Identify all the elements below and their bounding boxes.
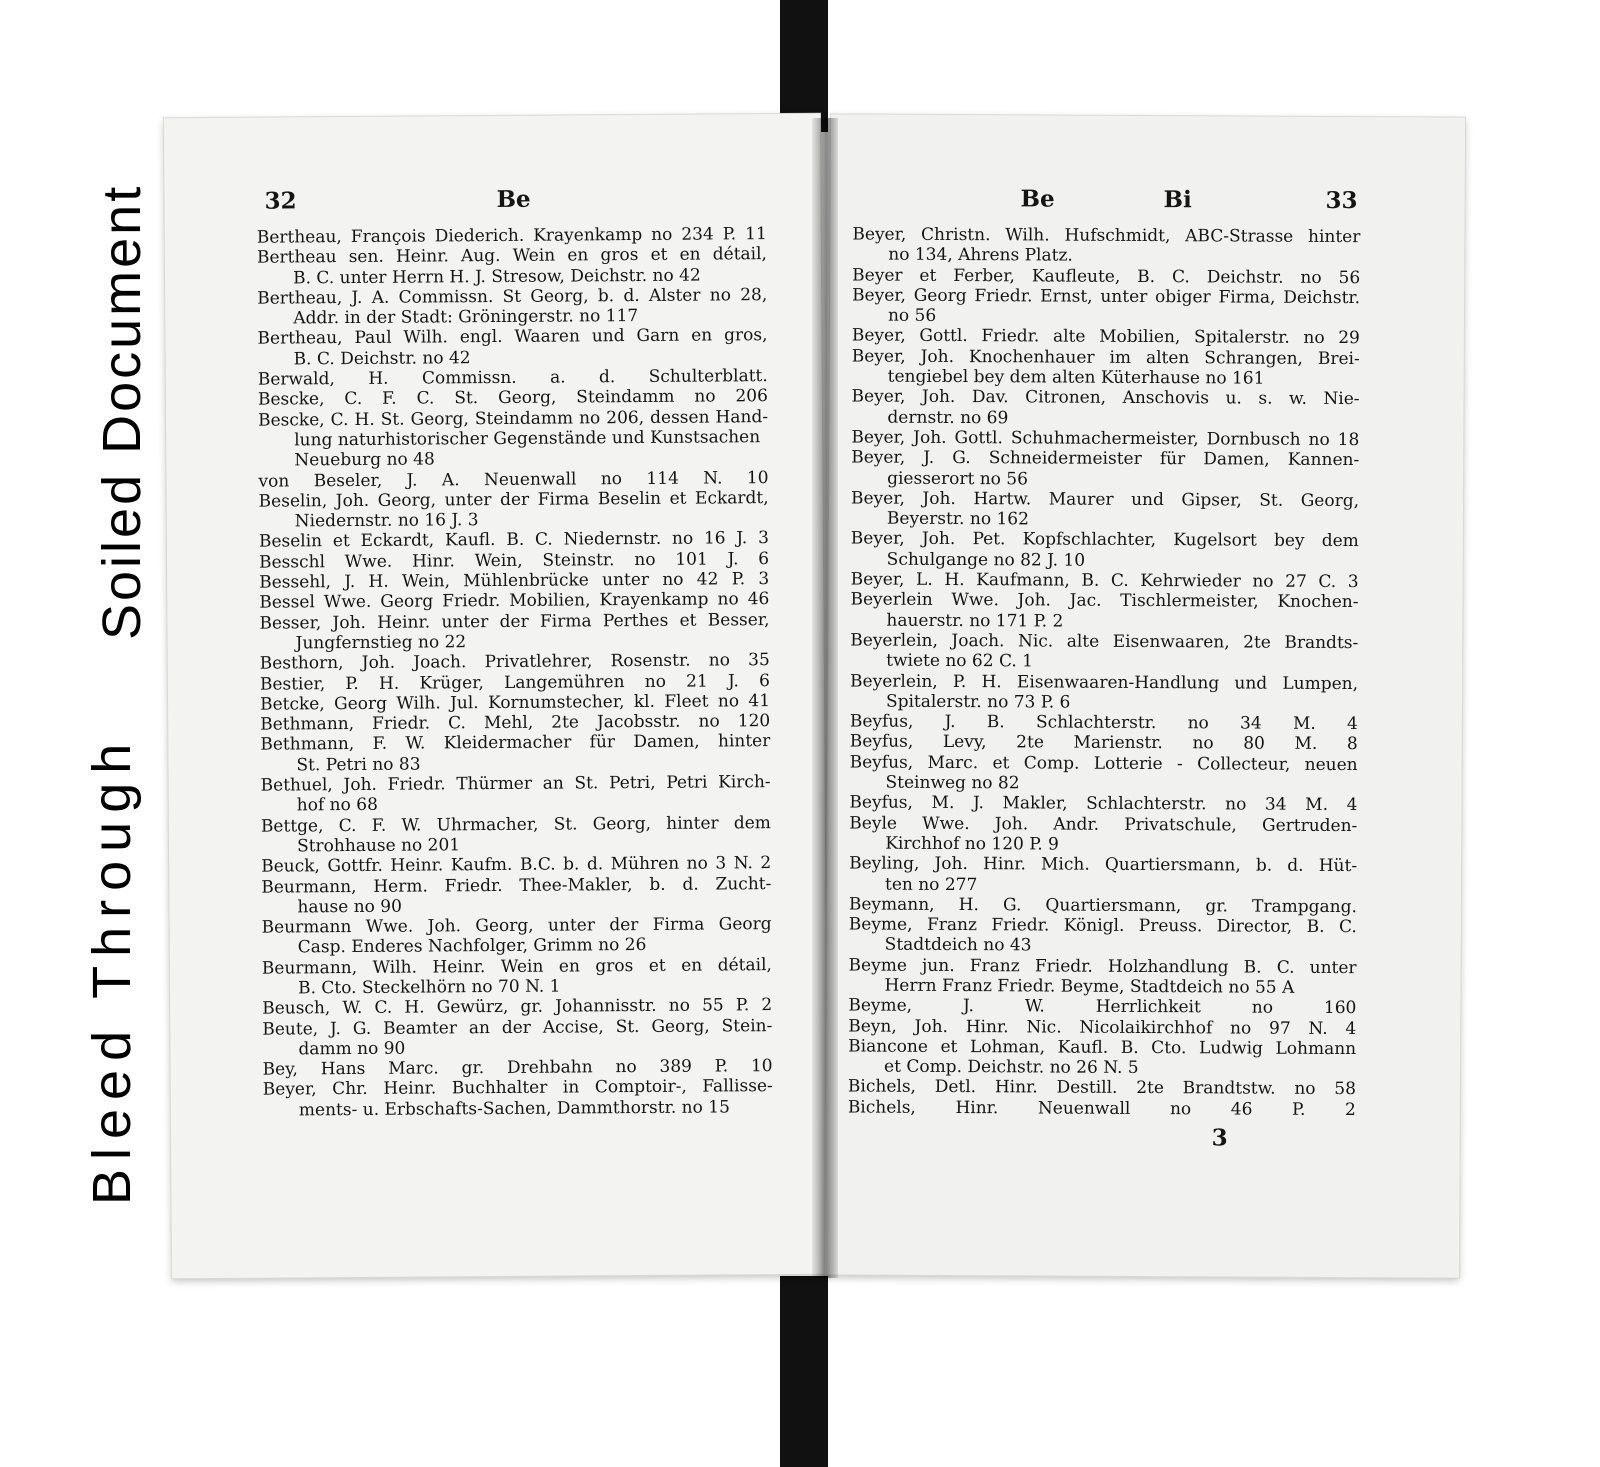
entry-line: Kirchhof no 120 P. 9 [885, 833, 1059, 855]
entry-line: Beyer, Joh. Gottl. Schuhmachermeister, Dornbusch no 18 [851, 427, 1360, 451]
entry-line: Bichels, Detl. Hinr. Destill. 2te Brandtstw. no 58 [847, 1076, 1356, 1100]
entry-line: Beyer, Joh. Pet. Kopfschlachter, Kugelsort bey dem [850, 528, 1359, 552]
entry-line: Bertheau, Paul Wilh. engl. Waaren und Garn en gros, [257, 325, 768, 350]
entry-line: Casp. Enderes Nachfolger, Grimm no 26 [297, 935, 647, 958]
entry-line: Beyer, Joh. Knochenhauer im alten Schrangen, Brei- [851, 346, 1360, 369]
entry-line: Beyer, Chr. Heinr. Buchhalter in Comptoir-, Fallisse- [262, 1076, 773, 1101]
entry-line: Neueburg no 48 [294, 449, 435, 471]
entry-line: Strohhause no 201 [296, 835, 461, 857]
left-page [164, 114, 828, 1279]
entry-line: Bey, Hans Marc. gr. Drehbahn no 389 P. 10 [262, 1056, 773, 1080]
entry-line: Beyer, Joh. Hartw. Maurer und Gipser, St. Georg, [850, 488, 1360, 511]
book-gutter [812, 118, 838, 1278]
entry-line: Beyer, Gottl. Friedr. alte Mobilien, Spitalerstr. no 29 [851, 325, 1360, 349]
entry-line: Stadtdeich no 43 [884, 935, 1032, 956]
entry-line: no 134, Ahrens Platz. [888, 244, 1073, 266]
entry-line: Bichels, Hinr. Neuenwall no 46 P. 2 [847, 1097, 1356, 1120]
entry-line: Beyfus, Levy, 2te Marienstr. no 80 M. 8 [849, 731, 1358, 755]
entry-line: Beurmann Wwe. Joh. Georg, unter der Firma Georg [261, 914, 772, 938]
entry-line: dernstr. no 69 [887, 407, 1009, 428]
bleed-through-label: Bleed Through [82, 734, 142, 1205]
entry-line: Beyer, Christn. Wilh. Hufschmidt, ABC-Strasse hinter [852, 224, 1361, 248]
entry-line: hause no 90 [297, 896, 402, 918]
entry-line: ments- u. Erbschafts-Sachen, Dammthorstr. no 15 [298, 1097, 730, 1121]
entry-line: Beyme, Franz Friedr. Königl. Preuss. Director, B. C. [848, 914, 1357, 938]
entry-line: Beyer, J. G. Schneidermeister für Damen, Kannen- [851, 447, 1360, 471]
entry-line: Beyle Wwe. Joh. Andr. Privatschule, Gertruden- [849, 813, 1358, 836]
entry-line: Beyling, Joh. Hinr. Mich. Quartiersmann, b. d. Hüt- [849, 853, 1358, 877]
right-page-header-right: Bi [1163, 186, 1192, 214]
entry-line: Beyfus, Marc. et Comp. Lotterie - Collecteur, neuen [849, 752, 1358, 775]
signature-mark: 3 [1211, 1124, 1228, 1152]
entry-line: no 56 [887, 305, 937, 327]
entry-line: twiete no 62 C. 1 [886, 650, 1034, 672]
entry-line: et Comp. Deichstr. no 26 N. 5 [884, 1056, 1139, 1079]
right-page-entries [848, 224, 1361, 1120]
entry-line: Beyer, Georg Friedr. Ernst, unter obiger Firma, Deichstr. [852, 285, 1361, 309]
left-page-number: 32 [264, 187, 297, 215]
entry-line: Schulgange no 82 J. 10 [886, 549, 1086, 571]
entry-line: hauerstr. no 171 P. 2 [886, 610, 1064, 632]
entry-line: Beyer, L. H. Kaufmann, B. C. Kehrwieder no 27 C. 3 [850, 569, 1359, 593]
entry-line: damm no 90 [298, 1038, 406, 1060]
entry-line: Beyerlein, P. H. Eisenwaaren-Handlung und Lumpen, [850, 670, 1359, 694]
entry-line: von Beseler, J. A. Neuenwall no 114 N. 10 [258, 467, 769, 492]
entry-line: Beyn, Joh. Hinr. Nic. Nicolaikirchhof no 97 N. 4 [848, 1016, 1357, 1039]
entry-line: Bessel Wwe. Georg Friedr. Mobilien, Krayenkamp no 46 [259, 589, 770, 613]
entry-line: Beyerlein, Joach. Nic. alte Eisenwaaren, 2te Brandts- [850, 630, 1359, 654]
entry-line: Bessehl, J. H. Wein, Mühlenbrücke unter no 42 P. 3 [259, 569, 770, 593]
entry-line: Beute, J. G. Beamter an der Accise, St. Georg, Stein- [262, 1015, 773, 1040]
entry-line: Beuck, Gottfr. Heinr. Kaufm. B.C. b. d. Mühren no 3 N. 2 [261, 853, 772, 877]
entry-line: Beyfus, M. J. Makler, Schlachterstr. no 34 M. 4 [849, 792, 1358, 816]
entry-line: Beurmann, Wilh. Heinr. Wein en gros et en détail, [261, 954, 772, 979]
entry-line: Steinweg no 82 [885, 772, 1020, 794]
entry-line: Besthorn, Joh. Joach. Privatlehrer, Rosenstr. no 35 [259, 650, 770, 674]
binding-strip-top [780, 0, 828, 132]
entry-line: B. Cto. Steckelhörn no 70 N. 1 [297, 976, 561, 999]
entry-line: Bethuel, Joh. Friedr. Thürmer an St. Petri, Petri Kirch- [260, 772, 771, 796]
entry-line: Bethmann, F. W. Kleidermacher für Damen, hinter [260, 731, 771, 756]
entry-line: Beurmann, Herm. Friedr. Thee-Makler, b. d. Zucht- [261, 873, 772, 898]
entry-line: tengiebel bey dem alten Küterhause no 161 [887, 366, 1265, 389]
entry-line: Spitalerstr. no 73 P. 6 [885, 691, 1071, 713]
entry-line: hof no 68 [296, 795, 378, 816]
entry-line: ten no 277 [884, 874, 978, 895]
entry-line: Bertheau sen. Heinr. Aug. Wein en gros et en détail, [256, 244, 767, 268]
right-page [825, 114, 1465, 1277]
entry-line: Bettge, C. F. W. Uhrmacher, St. Georg, hinter dem [260, 812, 771, 837]
entry-line: Besschl Wwe. Hinr. Wein, Steinstr. no 101 J. 6 [258, 548, 770, 573]
binding-strip-bottom [780, 1276, 828, 1467]
entry-line: Bethmann, Friedr. C. Mehl, 2te Jacobsstr. no 120 [260, 711, 771, 735]
entry-line: Bescke, C. F. C. St. Georg, Steindamm no 206 [257, 386, 768, 411]
right-page-number: 33 [1325, 186, 1358, 215]
entry-line: Betcke, Georg Wilh. Jul. Kornumstecher, kl. Fleet no 41 [259, 690, 771, 715]
right-page-header-left: Be [1020, 185, 1055, 213]
entry-line: lung naturhistorischer Gegenstände und Kunstsachen [294, 427, 761, 451]
entry-line: Beyer et Ferber, Kaufleute, B. C. Deichstr. no 56 [852, 265, 1361, 288]
entry-line: Bertheau, François Diederich. Krayenkamp no 234 P. 11 [256, 224, 767, 248]
entry-line: St. Petri no 83 [296, 754, 421, 776]
entry-line: Berwald, H. Commissn. a. d. Schulterblatt. [257, 366, 768, 390]
entry-line: Beyerstr. no 162 [886, 508, 1029, 530]
entry-line: Beyme jun. Franz Friedr. Holzhandlung B. C. unter [848, 955, 1357, 978]
entry-line: Beyfus, J. B. Schlachterstr. no 34 M. 4 [849, 711, 1358, 735]
entry-line: Bescke, C. H. St. Georg, Steindamm no 206, dessen Hand- [257, 406, 769, 431]
entry-line: Niedernstr. no 16 J. 3 [294, 510, 479, 532]
entry-line: Biancone et Lohman, Kaufl. B. Cto. Ludwig Lohmann [848, 1036, 1357, 1059]
entry-line: Bertheau, J. A. Commissn. St Georg, b. d. Alster no 28, [257, 284, 768, 309]
entry-line: B. C. unter Herrn H. J. Stresow, Deichstr. no 42 [293, 265, 701, 288]
entry-line: Herrn Franz Friedr. Beyme, Stadtdeich no 55 A [884, 975, 1295, 998]
soiled-document-label: Soiled Document [92, 183, 152, 640]
entry-line: Beselin et Eckardt, Kaufl. B. C. Niedernstr. no 16 J. 3 [258, 528, 769, 553]
entry-line: Beyme, J. W. Herrlichkeit no 160 [848, 995, 1357, 1019]
entry-line: B. C. Deichstr. no 42 [293, 347, 471, 370]
entry-line: Addr. in der Stadt: Gröningerstr. no 117 [293, 306, 639, 329]
left-page-header: Be [496, 185, 531, 213]
entry-line: Besser, Joh. Heinr. unter der Firma Perthes et Besser, [259, 609, 770, 634]
entry-line: Beusch, W. C. H. Gewürz, gr. Johannisstr. no 55 P. 2 [262, 995, 773, 1019]
entry-line: Jungfernstieg no 22 [295, 632, 467, 654]
entry-line: Beyer, Joh. Dav. Citronen, Anschovis u. s. w. Nie- [851, 386, 1360, 410]
entry-line: Beymann, H. G. Quartiersmann, gr. Trampgang. [848, 894, 1357, 917]
entry-line: Beyerlein Wwe. Joh. Jac. Tischlermeister, Knochen- [850, 589, 1359, 613]
entry-line: Bestier, P. H. Krüger, Langemühren no 21 J. 6 [259, 670, 770, 695]
left-page-entries [257, 224, 773, 1121]
entry-line: giesserort no 56 [887, 468, 1029, 489]
entry-line: Beselin, Joh. Georg, unter der Firma Beselin et Eckardt, [258, 487, 769, 512]
